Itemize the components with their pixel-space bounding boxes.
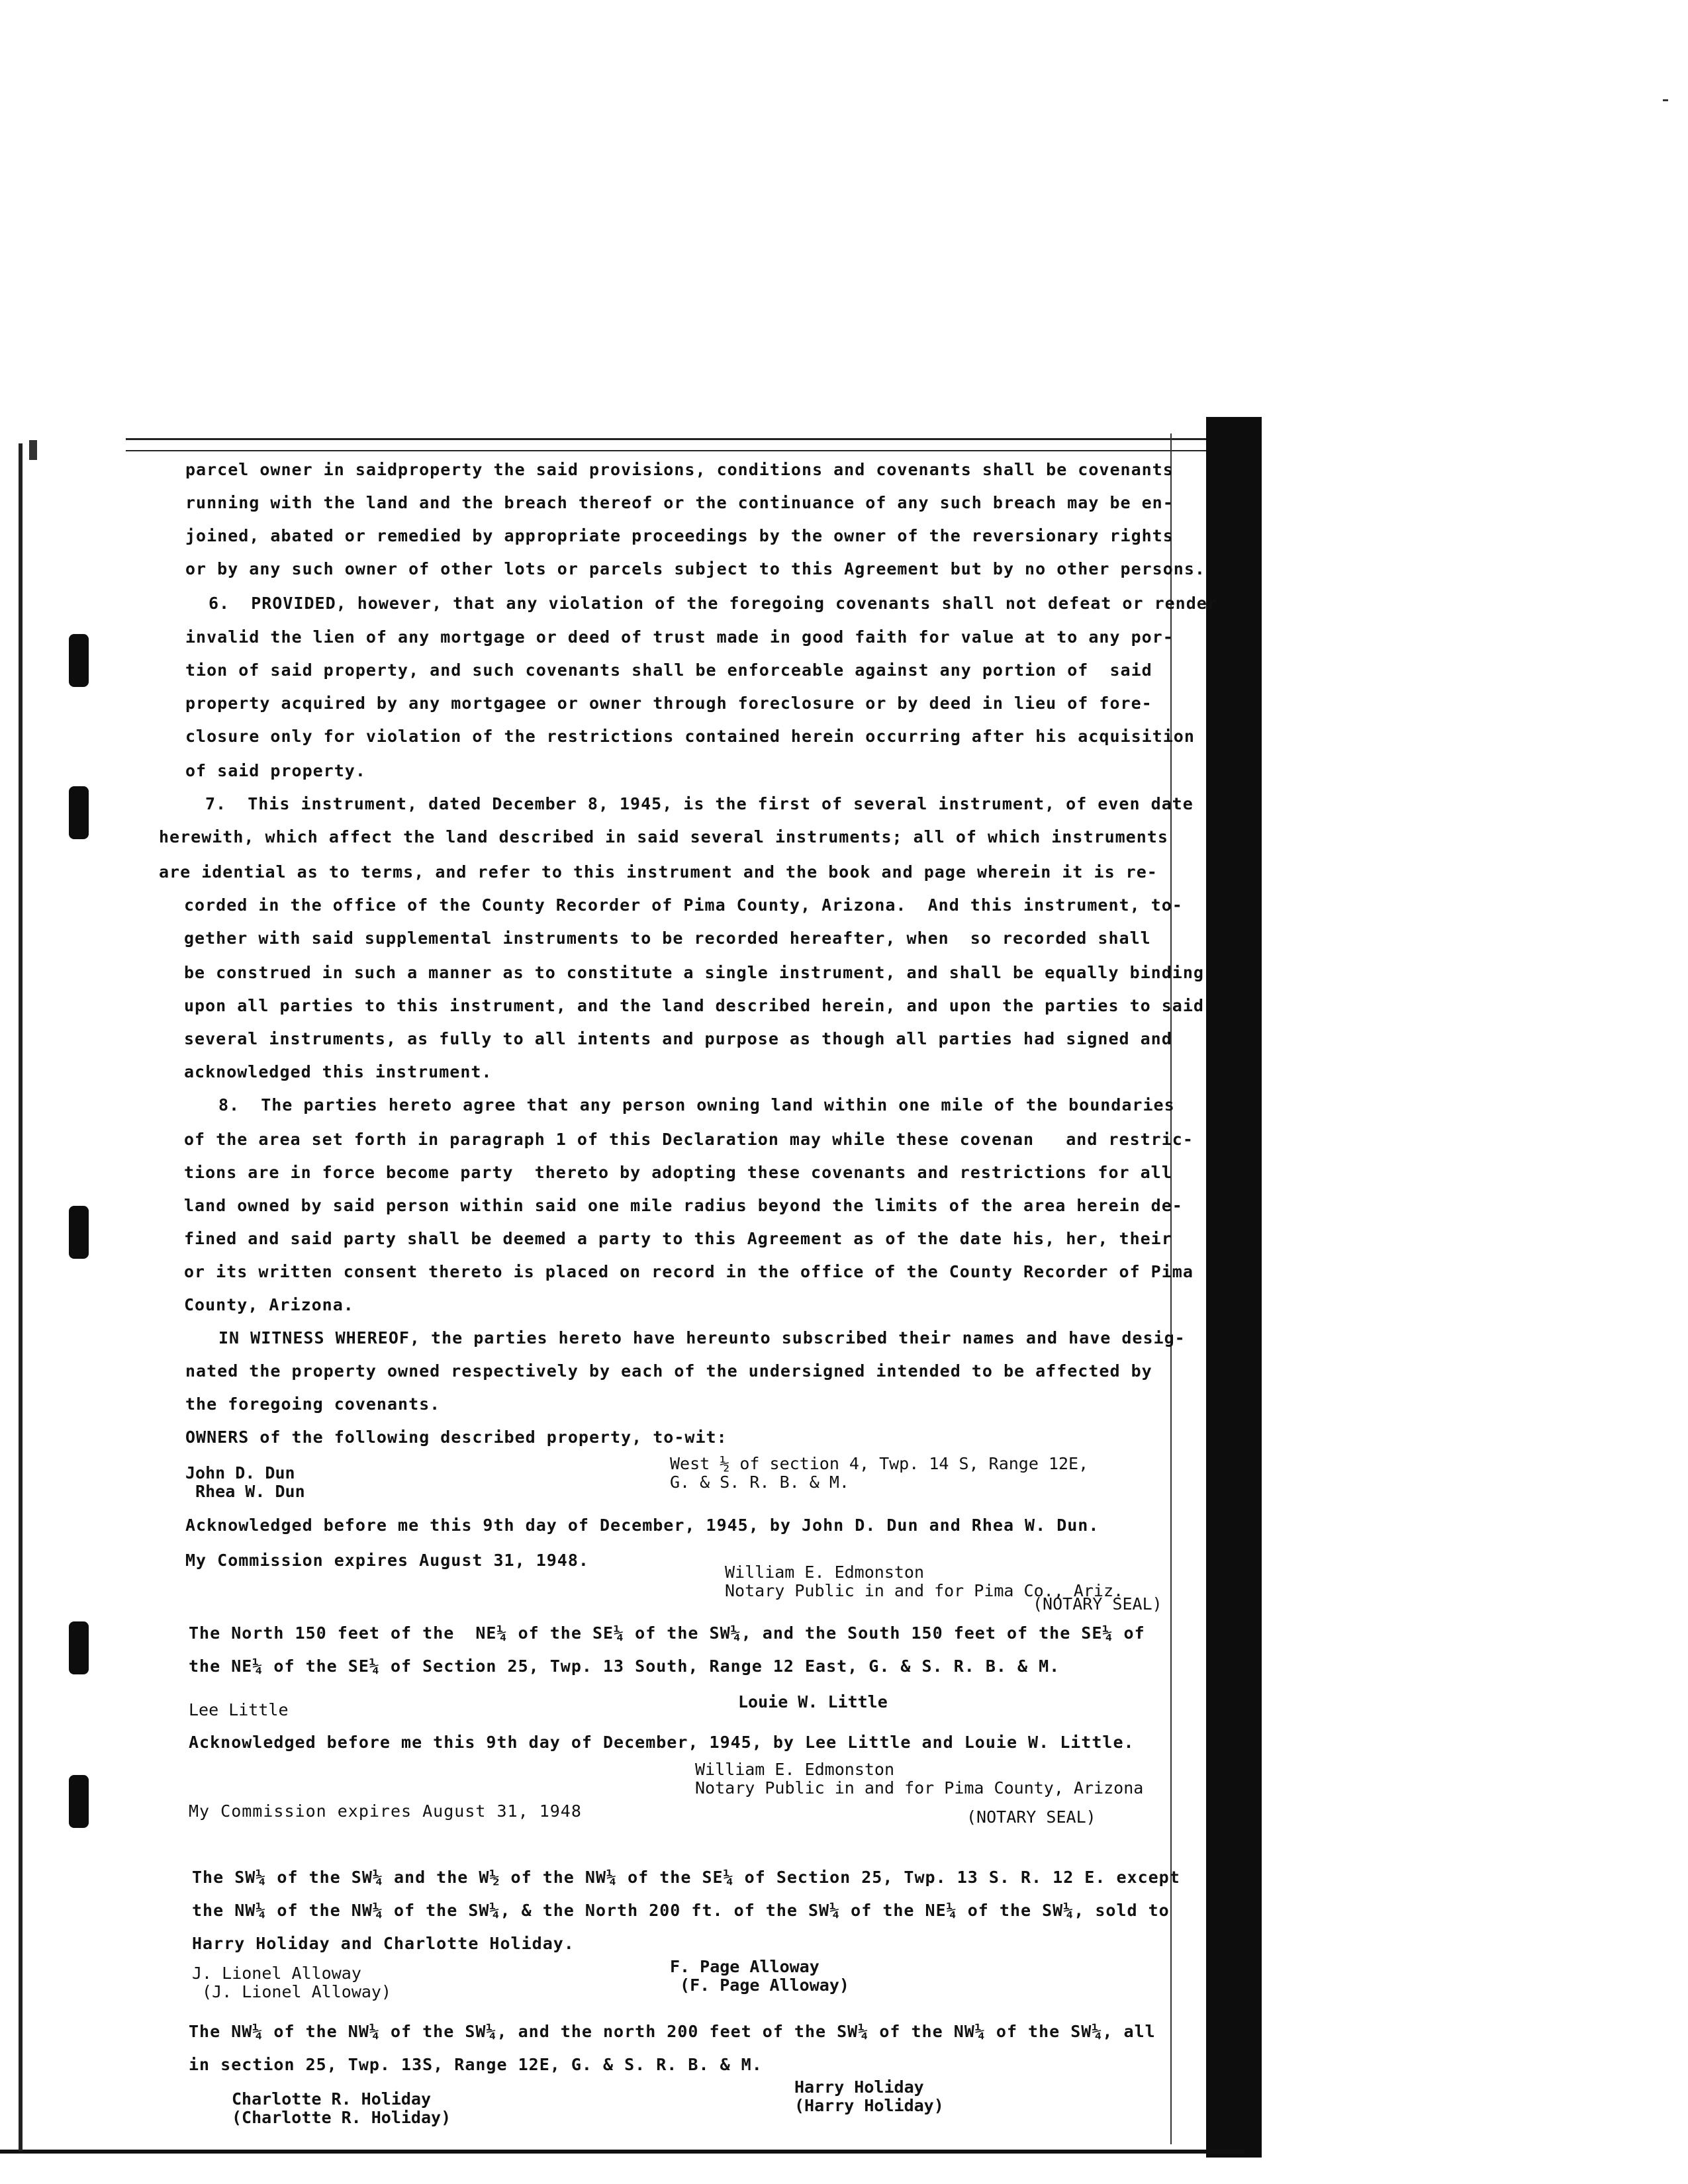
punch-hole <box>69 634 89 687</box>
page-border-top <box>126 438 1211 440</box>
body-line: or by any such owner of other lots or parcels subject to this Agreement but by no other persons. <box>185 559 1205 578</box>
property-description-alloway: the NW¼ of the NW¼ of the SW¼, & the North 200 ft. of the SW¼ of the NE¼ of the SW¼, sold to <box>192 1901 1170 1920</box>
body-line: land owned by said person within said one mile radius beyond the limits of the area herein de- <box>184 1196 1183 1215</box>
property-description-dun: West ½ of section 4, Twp. 14 S, Range 12E, G. & S. R. B. & M. <box>670 1454 1089 1492</box>
notary-signature-little: William E. Edmonston Notary Public in and for Pima County, Arizona <box>695 1760 1144 1797</box>
body-line: tions are in force become party thereto by adopting these covenants and restrictions for all <box>184 1163 1172 1182</box>
left-margin-marker <box>29 440 37 460</box>
body-line: of said property. <box>185 761 366 780</box>
body-line: closure only for violation of the restrictions contained herein occurring after his acquisition <box>185 727 1195 746</box>
body-line: tion of said property, and such covenants shall be enforceable against any portion of said <box>185 660 1152 680</box>
notary-seal-dun: (NOTARY SEAL) <box>1033 1594 1162 1614</box>
right-margin-mark <box>1663 99 1668 101</box>
acknowledgment-little: Acknowledged before me this 9th day of December, 1945, by Lee Little and Louie W. Little. <box>189 1733 1135 1752</box>
body-line: IN WITNESS WHEREOF, the parties hereto have hereunto subscribed their names and have desig- <box>218 1328 1186 1347</box>
signature-charlotte-holiday: Charlotte R. Holiday (Charlotte R. Holiday) <box>232 2089 451 2127</box>
body-line: fined and said party shall be deemed a party to this Agreement as of the date his, her, their <box>184 1229 1172 1248</box>
signature-f-page-alloway: F. Page Alloway (F. Page Alloway) <box>670 1957 849 1995</box>
body-line: are idential as to terms, and refer to this instrument and the book and page wherein it is re- <box>159 862 1158 882</box>
punch-hole <box>69 786 89 839</box>
body-line: invalid the lien of any mortgage or deed of trust made in good faith for value at to any por- <box>185 627 1174 647</box>
property-description-alloway: The SW¼ of the SW¼ and the W½ of the NW¼ of the SE¼ of Section 25, Twp. 13 S. R. 12 E. except <box>192 1868 1180 1887</box>
property-description-little: the NE¼ of the SE¼ of Section 25, Twp. 13 South, Range 12 East, G. & S. R. B. & M. <box>189 1657 1060 1676</box>
signature-j-lionel-alloway: J. Lionel Alloway (J. Lionel Alloway) <box>192 1964 392 2001</box>
notary-signature-dun: William E. Edmonston Notary Public in and for Pima Co., Ariz. <box>725 1563 1124 1600</box>
body-line: or its written consent thereto is placed on record in the office of the County Recorder of Pima <box>184 1262 1194 1281</box>
punch-hole <box>69 1621 89 1674</box>
body-line: 7. This instrument, dated December 8, 1945, is the first of several instrument, of even date <box>205 794 1194 813</box>
body-line: County, Arizona. <box>184 1295 354 1314</box>
owner-names-dun: John D. Dun Rhea W. Dun <box>185 1463 305 1501</box>
property-description-holiday: in section 25, Twp. 13S, Range 12E, G. & S. R. B. & M. <box>189 2055 763 2074</box>
body-line: 8. The parties hereto agree that any person owning land within one mile of the boundaries <box>218 1095 1175 1115</box>
body-line: 6. PROVIDED, however, that any violation of the foregoing covenants shall not defeat or render <box>209 594 1218 613</box>
page-border-bottom <box>0 2150 1244 2154</box>
binding-strip <box>19 443 23 2151</box>
owner-name-louie-little: Louie W. Little <box>738 1692 888 1711</box>
body-line: property acquired by any mortgagee or owner through foreclosure or by deed in lieu of fore- <box>185 694 1152 713</box>
commission-expiry-dun: My Commission expires August 31, 1948. <box>185 1551 589 1570</box>
acknowledgment-dun: Acknowledged before me this 9th day of December, 1945, by John D. Dun and Rhea W. Dun. <box>185 1516 1100 1535</box>
body-line: nated the property owned respectively by each of the undersigned intended to be affected by <box>185 1361 1152 1381</box>
page-border-top-inner <box>126 450 1211 451</box>
body-line: the foregoing covenants. <box>185 1394 441 1414</box>
body-line: joined, abated or remedied by appropriate proceedings by the owner of the reversionary rights <box>185 526 1174 545</box>
body-line: OWNERS of the following described property, to-wit: <box>185 1428 727 1447</box>
body-line: running with the land and the breach thereof or the continuance of any such breach may be en- <box>185 493 1174 512</box>
punch-hole <box>69 1206 89 1259</box>
property-description-alloway: Harry Holiday and Charlotte Holiday. <box>192 1934 575 1953</box>
body-line: gether with said supplemental instruments to be recorded hereafter, when so recorded shall <box>184 929 1151 948</box>
page-border-right <box>1170 433 1172 2144</box>
owner-name-lee-little: Lee Little <box>189 1700 289 1719</box>
scan-edge-shadow <box>1206 417 1262 2158</box>
body-line: be construed in such a manner as to constitute a single instrument, and shall be equally binding <box>184 963 1204 982</box>
body-line: herewith, which affect the land described in said several instruments; all of which instruments <box>159 827 1168 846</box>
body-line: acknowledged this instrument. <box>184 1062 492 1081</box>
body-line: upon all parties to this instrument, and the land described herein, and upon the parties to said <box>184 996 1204 1015</box>
body-line: parcel owner in saidproperty the said provisions, conditions and covenants shall be covenants <box>185 460 1174 479</box>
body-line: corded in the office of the County Recorder of Pima County, Arizona. And this instrument, to- <box>184 895 1183 915</box>
notary-seal-little: (NOTARY SEAL) <box>966 1807 1096 1827</box>
punch-hole <box>69 1775 89 1828</box>
body-line: of the area set forth in paragraph 1 of this Declaration may while these covenan and restric- <box>184 1130 1194 1149</box>
commission-expiry-little: My Commission expires August 31, 1948 <box>189 1801 582 1821</box>
signature-harry-holiday: Harry Holiday (Harry Holiday) <box>794 2077 944 2115</box>
property-description-little: The North 150 feet of the NE¼ of the SE¼ of the SW¼, and the South 150 feet of the SE¼ of <box>189 1623 1145 1643</box>
property-description-holiday: The NW¼ of the NW¼ of the SW¼, and the north 200 feet of the SW¼ of the NW¼ of the SW¼, all <box>189 2022 1156 2041</box>
body-line: several instruments, as fully to all intents and purpose as though all parties had signed and <box>184 1029 1172 1048</box>
